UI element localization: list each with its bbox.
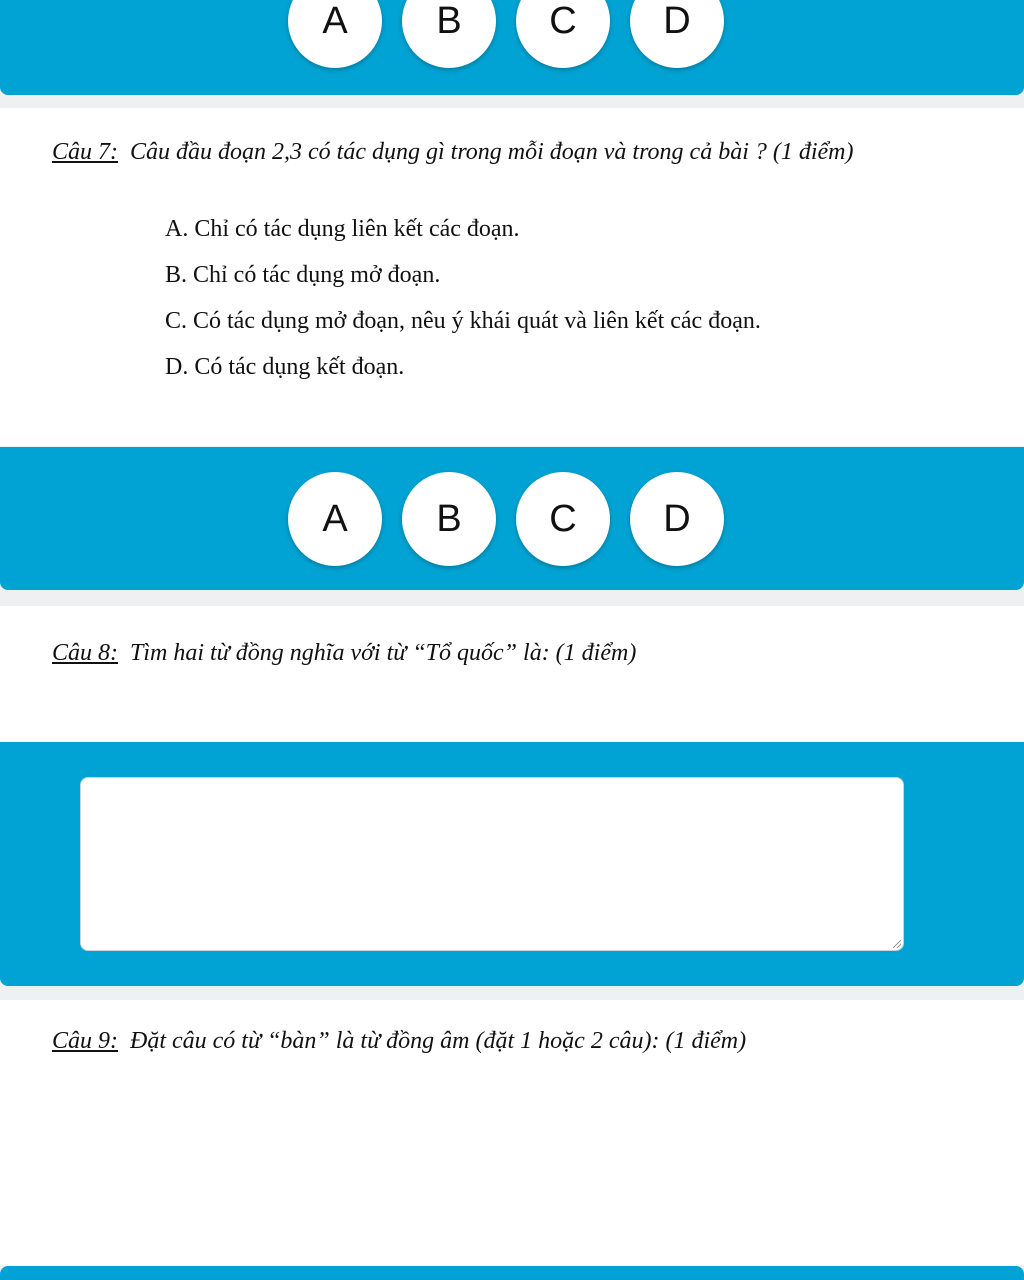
option-d-text: D. Có tác dụng kết đoạn. [165,354,405,380]
option-a-text: A. Chỉ có tác dụng liên kết các đoạn. [165,216,520,242]
answer-choices-bar-q6 [0,0,1024,95]
choice-c-button[interactable]: C [516,0,610,68]
question-7-prompt [52,137,964,168]
answer-textarea[interactable] [80,777,904,951]
question-7-card [0,108,1024,446]
question-8-card [0,606,1024,742]
choice-d-button[interactable]: D [630,472,724,566]
resize-handle-icon[interactable] [893,940,901,948]
question-8-number: Câu 8: [52,640,118,666]
option-c-text: C. Có tác dụng mở đoạn, nêu ý khái quát và liên kết các đoạn. [165,308,761,334]
question-7-text: Câu đầu đoạn 2,3 có tác dụng gì trong mỗi đoạn và trong cả bài ? (1 điểm) [130,139,854,165]
question-9-number: Câu 9: [52,1028,118,1054]
question-9-prompt [52,1026,964,1057]
answer-choices-bar-q7 [0,447,1024,590]
choice-b-button[interactable]: B [402,0,496,68]
choice-c-button[interactable]: C [516,472,610,566]
answer-bar-q9 [0,1266,1024,1280]
option-b-text: B. Chỉ có tác dụng mở đoạn. [165,262,441,288]
choice-a-button[interactable]: A [288,472,382,566]
question-7-number: Câu 7: [52,139,118,165]
choice-b-button[interactable]: B [402,472,496,566]
question-7-options [165,214,761,398]
question-9-text: Đặt câu có từ “bàn” là từ đồng âm (đặt 1 hoặc 2 câu): (1 điểm) [130,1028,747,1054]
question-9-card [0,1000,1024,1266]
choice-d-button[interactable]: D [630,0,724,68]
choice-a-button[interactable]: A [288,0,382,68]
question-8-prompt [52,638,964,669]
question-8-text: Tìm hai từ đồng nghĩa với từ “Tổ quốc” là: (1 điểm) [130,640,637,666]
